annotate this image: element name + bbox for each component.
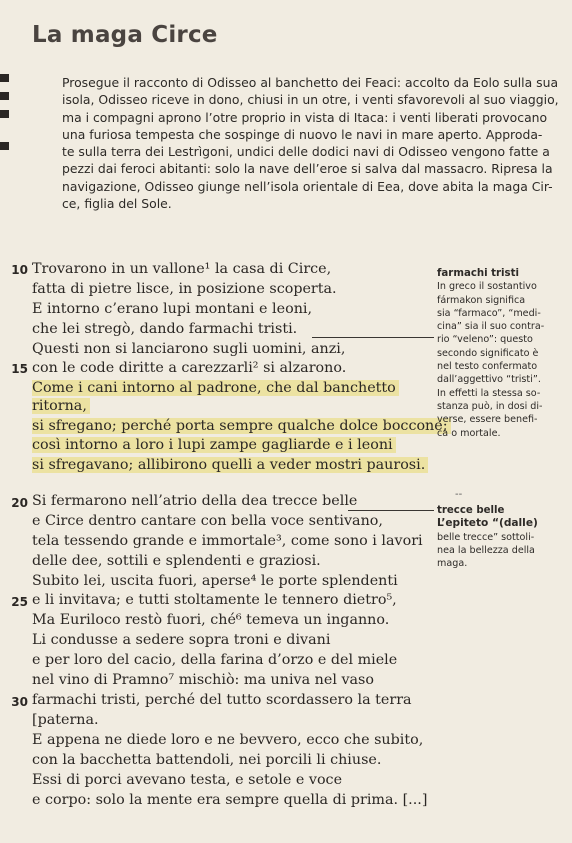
note-line: fármakon significa <box>437 294 526 306</box>
intro-line: isola, Odisseo riceve in dono, chiusi in un otre, i venti sfavorevoli al suo viaggio, <box>62 92 559 108</box>
binding-mark <box>0 142 9 150</box>
note-line: In greco il sostantivo <box>437 281 537 293</box>
note-connector-line <box>348 510 434 511</box>
verse-number: 15 <box>11 362 28 376</box>
intro-paragraph <box>62 74 559 212</box>
poem-line: Li condusse a sedere sopra troni e divani <box>32 632 331 648</box>
intro-line: ma i compagni aprono l’otre proprio in vista di Itaca: i venti liberati provocano <box>62 109 548 125</box>
poem-line-highlighted: si sfregano; perché porta sempre qualche dolce boccone; <box>32 418 451 434</box>
separator-dash: -- <box>455 489 463 500</box>
note-line: cina” sia il suo contra- <box>437 321 545 333</box>
verse-number: 10 <box>11 263 28 277</box>
note-line: In effetti la stessa so- <box>437 387 541 399</box>
note-heading: trecce belle <box>437 505 505 516</box>
poem-line: e Circe dentro cantare con bella voce sentivano, <box>32 513 383 529</box>
poem-line-highlighted: così intorno a loro i lupi zampe gagliarde e i leoni <box>32 437 396 453</box>
poem-line: Essi di porci avevano testa, e setole e voce <box>32 772 343 788</box>
note-line: ca o mortale. <box>437 427 501 439</box>
note-line: L’epiteto “(dalle) <box>437 517 538 530</box>
poem-line: che lei stregò, dando farmachi tristi. <box>32 321 298 337</box>
poem-line: farmachi tristi, perché del tutto scordassero la terra <box>32 692 412 708</box>
poem-line: delle dee, sottili e splendenti e graziosi. <box>32 553 321 569</box>
poem-line: Trovarono in un vallone¹ la casa di Circe, <box>32 261 332 277</box>
verse-number: 30 <box>11 695 28 709</box>
intro-line: te sulla terra dei Lestrìgoni, undici delle dodici navi di Odisseo vengono fatte a <box>62 144 550 160</box>
side-note-farmachi <box>437 267 567 440</box>
poem-line-highlighted: si sfregavano; allibirono quelli a veder mostri paurosi. <box>32 457 428 473</box>
binding-mark <box>0 92 9 100</box>
poem-line: e li invitava; e tutti stoltamente le tennero dietro⁵, <box>32 592 397 608</box>
poem-line: Si fermarono nell’atrio della dea trecce belle <box>32 493 358 509</box>
poem-line: tela tessendo grande e immortale³, come sono i lavori <box>32 533 423 549</box>
poem-line: fatta di pietre lisce, in posizione scoperta. <box>32 281 337 297</box>
poem-line: e corpo: solo la mente era sempre quella di prima. [...] <box>32 792 428 808</box>
intro-line: ce, figlia del Sole. <box>62 196 172 212</box>
poem-line: E appena ne diede loro e ne bevvero, ecco che subito, <box>32 732 424 748</box>
intro-line: Prosegue il racconto di Odisseo al banchetto dei Feaci: accolto da Eolo sulla sua <box>62 75 559 90</box>
note-line: nel testo confermato <box>437 361 538 373</box>
poem-line: Ma Euriloco restò fuori, ché⁶ temeva un inganno. <box>32 612 390 628</box>
note-line: stanza può, in dosi di- <box>437 400 543 412</box>
poem-line: [paterna. <box>32 712 99 728</box>
note-connector-line <box>312 337 434 338</box>
poem-line-highlighted: Come i cani intorno al padrone, che dal banchetto <box>32 380 399 396</box>
note-line: dall’aggettivo “tristi”. <box>437 374 541 386</box>
page-title: La maga Circe <box>32 22 218 48</box>
side-note-trecce-belle <box>437 504 567 570</box>
verse-number: 25 <box>11 595 28 609</box>
note-line: belle trecce” sottoli- <box>437 531 535 543</box>
poem-line: con le code diritte a carezzarli² si alzarono. <box>32 360 347 376</box>
note-line: maga. <box>437 558 468 570</box>
note-line: rio “veleno”: questo <box>437 334 533 346</box>
note-line: secondo significato è <box>437 347 539 359</box>
intro-line: navigazione, Odisseo giunge nell’isola orientale di Eea, dove abita la maga Cir- <box>62 178 553 194</box>
binding-mark <box>0 74 9 82</box>
note-line: sia “farmaco”, “medi- <box>437 307 541 319</box>
poem-line: E intorno c’erano lupi montani e leoni, <box>32 301 313 317</box>
verse-number: 20 <box>11 496 28 510</box>
note-line: nea la bellezza della <box>437 544 535 556</box>
intro-line: pezzi dai feroci abitanti: solo la nave dell’eroe si salva dal massacro. Ripresa la <box>62 161 553 177</box>
note-heading: farmachi tristi <box>437 268 519 279</box>
poem-line: Questi non si lanciarono sugli uomini, anzi, <box>32 341 346 357</box>
poem-line: e per loro del cacio, della farina d’orzo e del miele <box>32 652 398 668</box>
poem-line: Subito lei, uscita fuori, aperse⁴ le porte splendenti <box>32 573 398 589</box>
poem-line: con la bacchetta battendoli, nei porcili li chiuse. <box>32 752 382 768</box>
binding-mark <box>0 110 9 118</box>
intro-line: una furiosa tempesta che sospinge di nuovo le navi in mare aperto. Approda- <box>62 126 543 142</box>
poem-line: nel vino di Pramno⁷ mischiò: ma univa nel vaso <box>32 672 375 688</box>
poem-line-highlighted: ritorna, <box>32 398 90 414</box>
note-line: verse, essere benefi- <box>437 414 538 426</box>
